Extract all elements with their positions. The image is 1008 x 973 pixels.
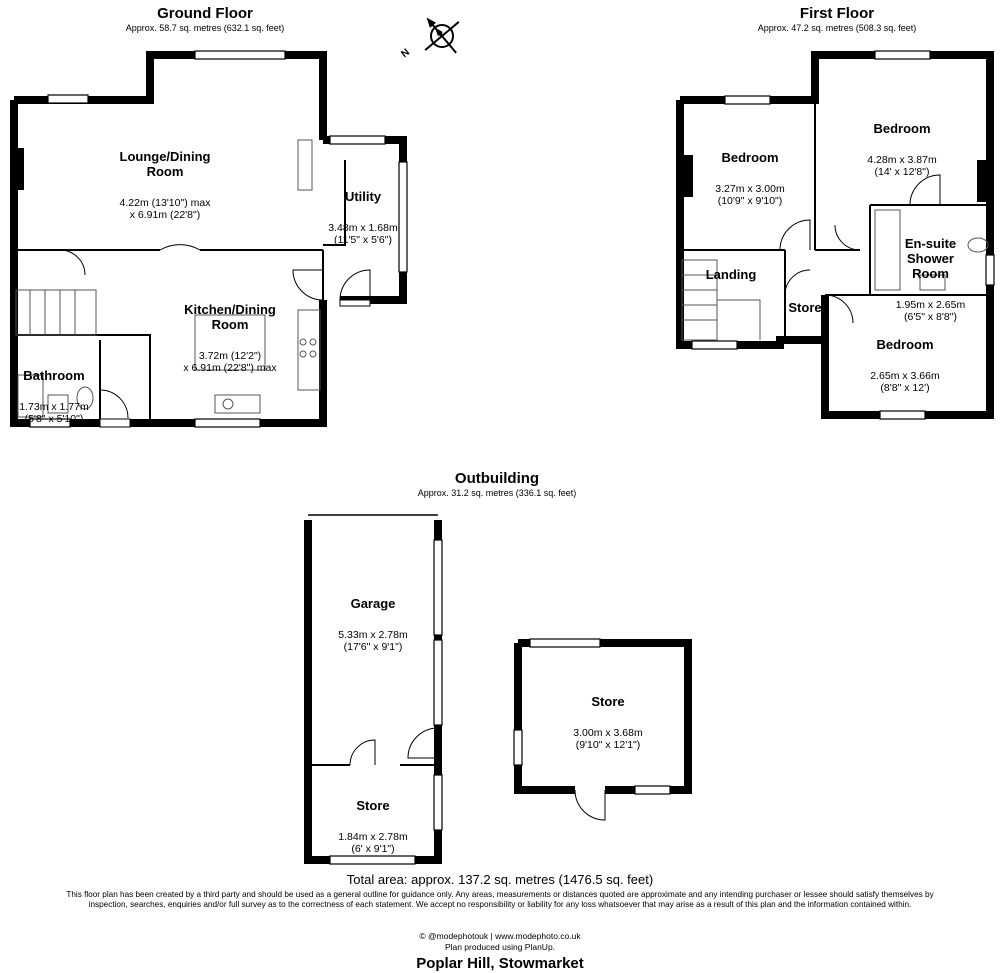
- room-bedroom-2: [852, 103, 952, 196]
- first-floor-area: Approx. 47.2 sq. metres (508.3 sq. feet): [757, 23, 917, 33]
- disclaimer: This floor plan has been created by a third party and should be used as a general outline for guidance only. Any areas, measurements or distances quoted are approximate and any intending purchaser or lessee should satisfy themselves by inspection, searches, enquiries and/or full survey as to the correctness of each statement. We accept no responsibility or liability for any loss whatsoever that may arise as a result of this plan and the information contained within.: [66, 890, 934, 909]
- room-dimensions: 2.65m x 3.66m (8'8" x 12'): [870, 370, 940, 394]
- room-dimensions: 1.95m x 2.65m (6'5" x 8'8"): [895, 299, 966, 323]
- property-address: Poplar Hill, Stowmarket: [416, 955, 584, 972]
- room-dimensions: 3.27m x 3.00m (10'9" x 9'10"): [715, 183, 785, 207]
- room-store-first: [785, 300, 825, 315]
- room-lounge-dining: [95, 131, 235, 239]
- room-name: Utility: [344, 189, 382, 204]
- room-garage: [318, 578, 428, 671]
- room-store-garage: [318, 780, 428, 873]
- room-name: Store: [788, 300, 822, 315]
- compass-icon: [424, 15, 459, 53]
- outbuilding-area: Approx. 31.2 sq. metres (336.1 sq. feet): [417, 488, 577, 498]
- ground-floor-title: Ground Floor: [157, 5, 253, 22]
- room-kitchen-dining: [165, 284, 295, 392]
- credit-line-1: © @modephotouk | www.modephoto.co.uk: [419, 931, 581, 941]
- credit-line-2: Plan produced using PlanUp.: [444, 942, 556, 952]
- room-landing: [695, 267, 767, 282]
- room-name: Bedroom: [873, 121, 931, 136]
- room-name: Garage: [350, 596, 396, 611]
- chimney-breast-first-2: [977, 160, 987, 202]
- chimney-breast: [14, 148, 24, 190]
- room-dimensions: 3.00m x 3.68m (9'10" x 12'1"): [573, 727, 643, 751]
- room-name: Bathroom: [23, 368, 85, 383]
- room-dimensions: 3.72m (12'2") x 6.91m (22'8") max: [183, 350, 277, 374]
- room-dimensions: 1.84m x 2.78m (6' x 9'1"): [338, 831, 408, 855]
- room-name: Lounge/Dining Room: [119, 149, 211, 179]
- room-dimensions: 3.48m x 1.68m (11'5" x 5'6"): [328, 222, 398, 246]
- room-bedroom-3: [855, 319, 955, 412]
- room-bedroom-1: [700, 132, 800, 225]
- chimney-breast-first: [683, 155, 693, 197]
- room-bathroom: [12, 350, 96, 443]
- compass-north-label: N: [399, 46, 412, 61]
- room-name: Kitchen/Dining Room: [184, 302, 276, 332]
- room-utility: [318, 171, 408, 264]
- ground-floor-area: Approx. 58.7 sq. metres (632.1 sq. feet): [125, 23, 285, 33]
- room-name: Bedroom: [876, 337, 934, 352]
- room-dimensions: 4.28m x 3.87m (14' x 12'8"): [867, 154, 937, 178]
- room-name: Landing: [705, 267, 757, 282]
- first-floor-title: First Floor: [799, 5, 875, 22]
- room-dimensions: 5.33m x 2.78m (17'6" x 9'1"): [338, 629, 408, 653]
- room-name: Bedroom: [721, 150, 779, 165]
- room-name: Store: [591, 694, 625, 709]
- room-dimensions: 1.73m x 1.77m (5'8" x 5'10"): [19, 401, 89, 425]
- room-name: En-suite Shower Room: [904, 236, 957, 281]
- room-store-outbuilding: [553, 676, 663, 769]
- total-area: Total area: approx. 137.2 sq. metres (1476.5 sq. feet): [346, 872, 654, 887]
- room-dimensions: 4.22m (13'10") max x 6.91m (22'8"): [119, 197, 211, 221]
- room-name: Store: [356, 798, 390, 813]
- outbuilding-title: Outbuilding: [454, 470, 540, 487]
